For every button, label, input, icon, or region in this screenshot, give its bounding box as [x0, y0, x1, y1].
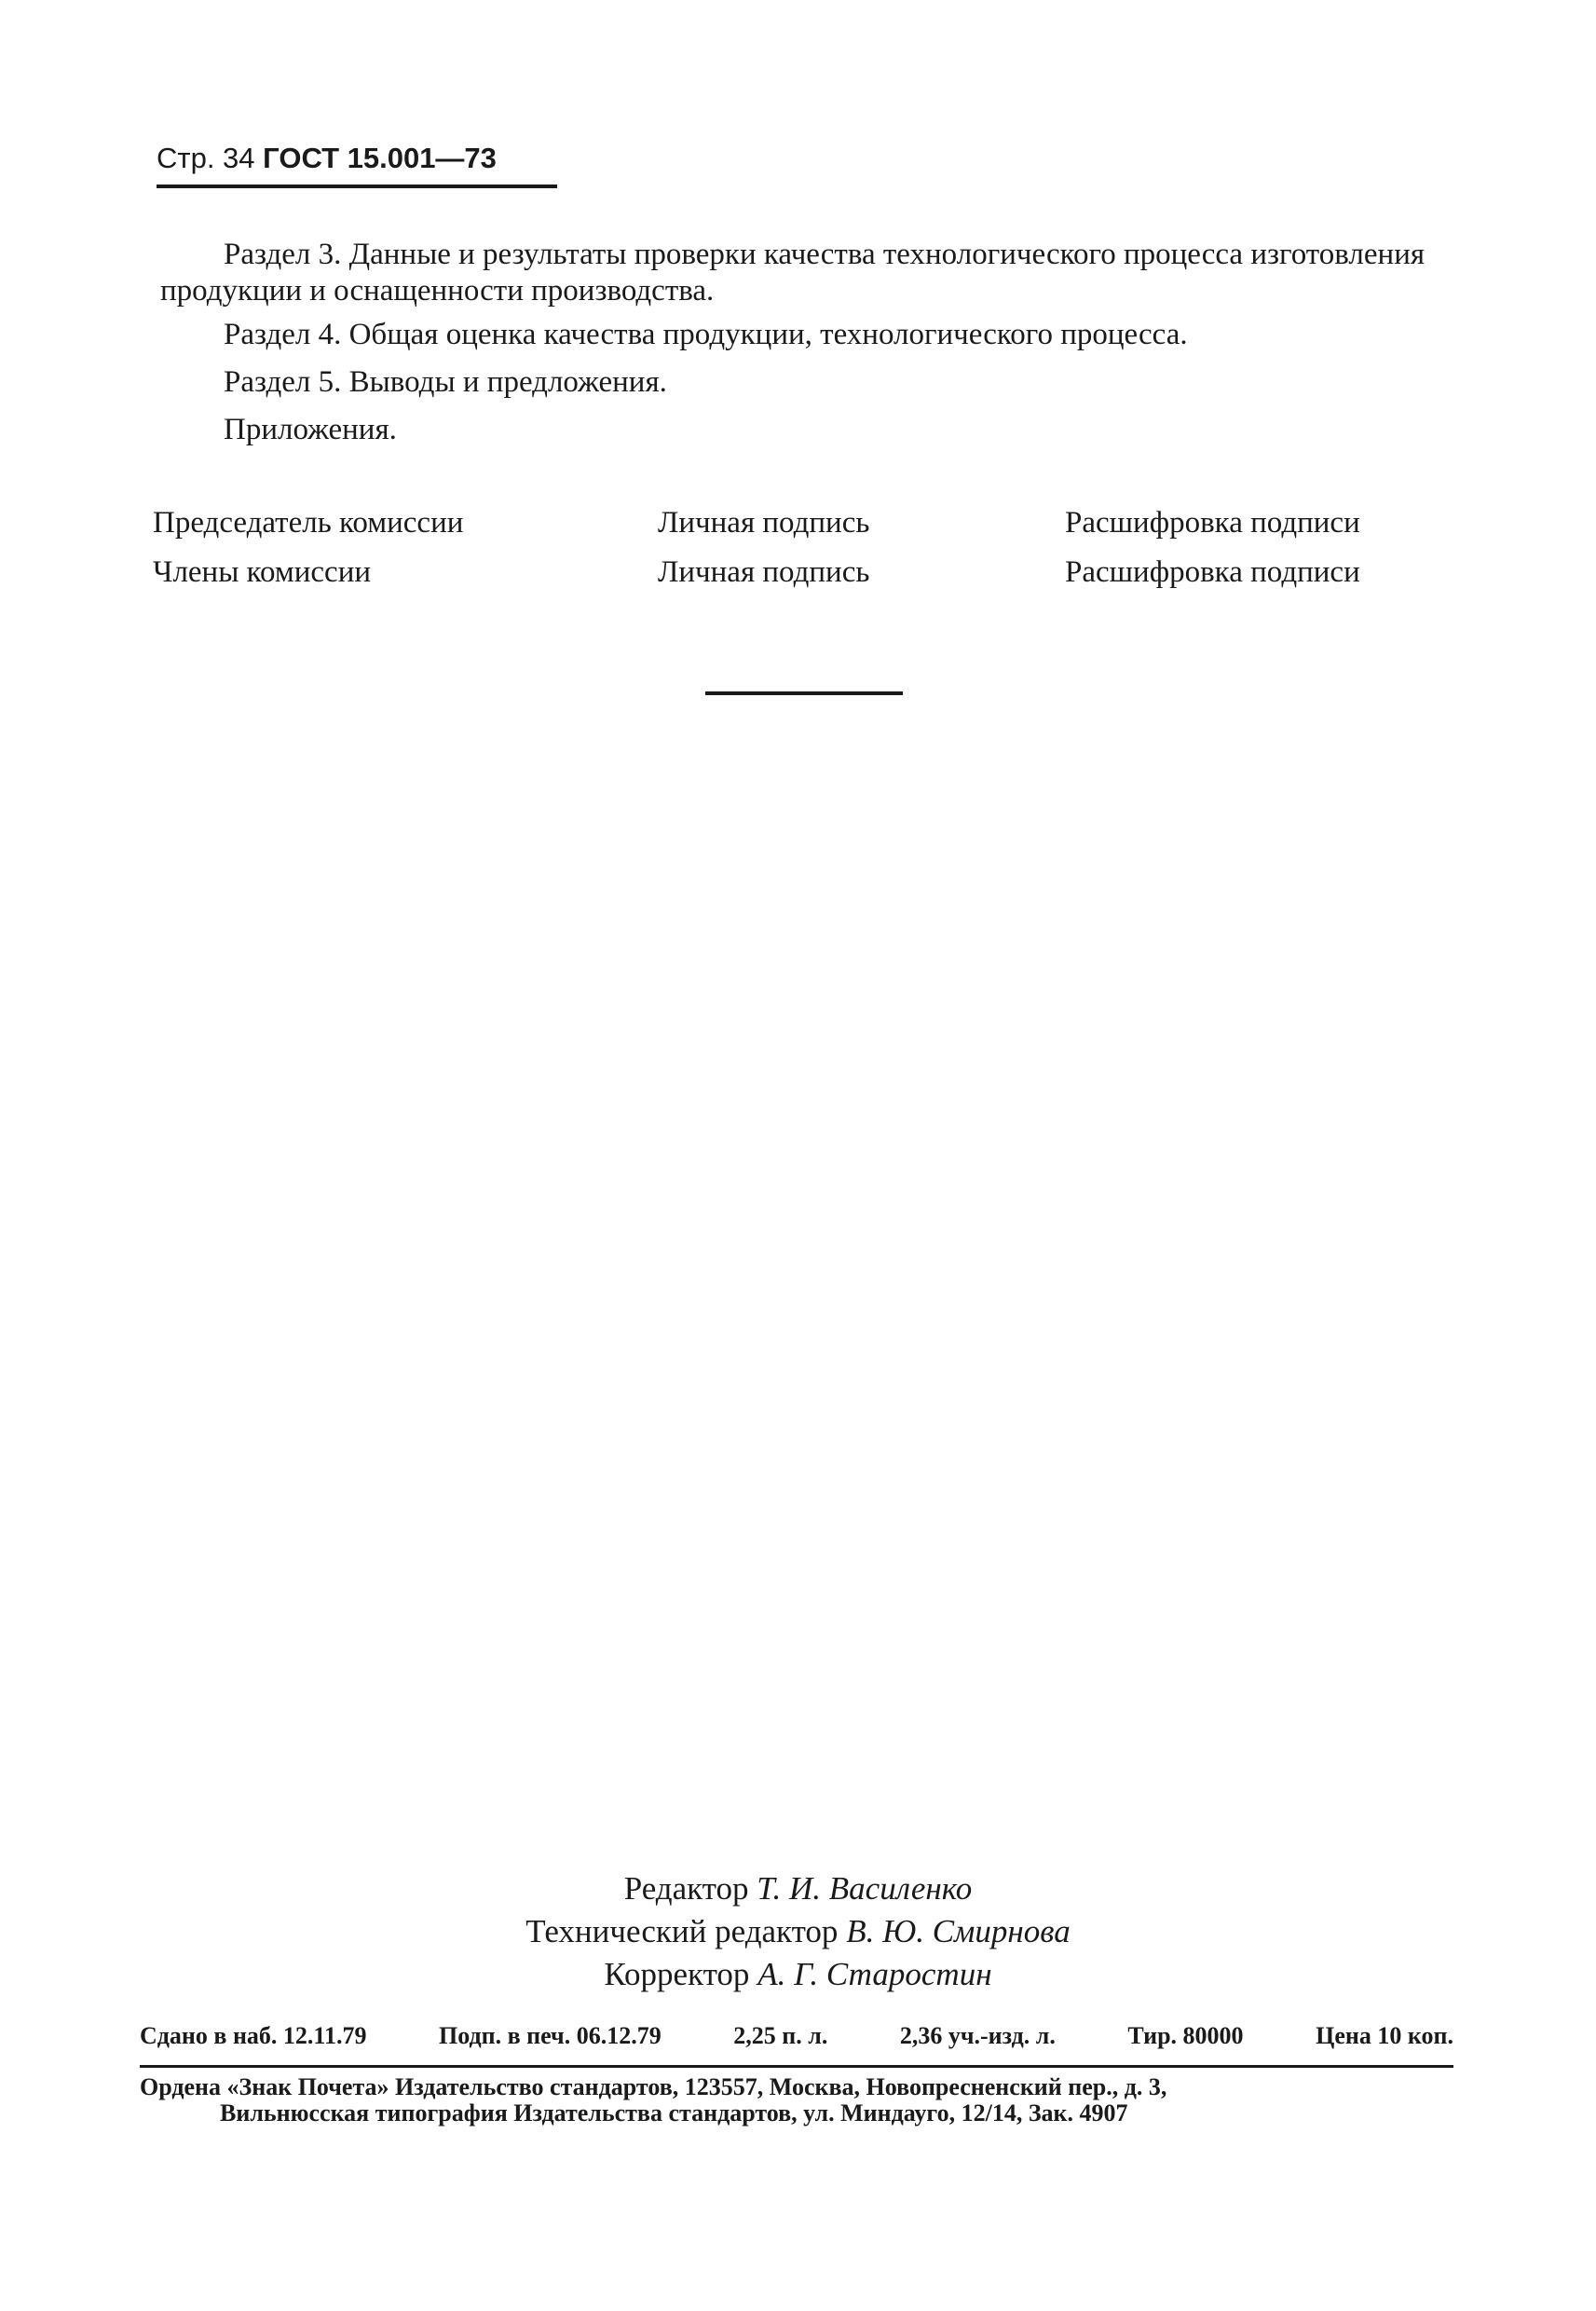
imprint-rule	[140, 2065, 1453, 2068]
imprint-line	[140, 2022, 1453, 2050]
credits-block	[0, 1867, 1596, 1996]
page-number: Стр. 34	[157, 142, 255, 174]
credit-corrector	[0, 1953, 1596, 1996]
imprint-signed: Подп. в печ. 06.12.79	[439, 2022, 662, 2049]
section-divider	[705, 691, 903, 695]
header-rule	[157, 185, 557, 188]
imprint-print-run: Тир. 80000	[1127, 2022, 1244, 2049]
page-header	[157, 140, 557, 177]
appendices-paragraph: Приложения.	[224, 413, 397, 446]
signature-row-members	[153, 548, 1476, 597]
credit-tech-editor-name: В. Ю. Смирнова	[846, 1913, 1071, 1949]
credit-tech-editor	[0, 1910, 1596, 1953]
signature-field: Личная подпись	[658, 506, 870, 540]
credit-editor	[0, 1867, 1596, 1910]
signature-block	[153, 499, 1476, 597]
signature-decoding: Расшифровка подписи	[1065, 555, 1360, 589]
imprint-print-sheets: 2,25 п. л.	[733, 2022, 828, 2049]
section-5-paragraph: Раздел 5. Выводы и предложения.	[224, 365, 667, 399]
imprint-price: Цена 10 коп.	[1316, 2022, 1453, 2049]
signature-decoding: Расшифровка подписи	[1065, 506, 1360, 540]
signature-row-chairman	[153, 499, 1476, 548]
credit-tech-editor-label: Технический редактор	[525, 1913, 839, 1949]
section-4-paragraph: Раздел 4. Общая оценка качества продукции, технологического процесса.	[224, 318, 1188, 351]
credit-corrector-label: Корректор	[604, 1956, 750, 1992]
signature-role: Председатель комиссии	[153, 506, 464, 540]
imprint-submitted: Сдано в наб. 12.11.79	[140, 2022, 367, 2049]
publisher-block	[140, 2074, 1453, 2126]
signature-role: Члены комиссии	[153, 555, 372, 589]
signature-field: Личная подпись	[658, 555, 870, 589]
credit-editor-name: Т. И. Василенко	[757, 1870, 973, 1907]
imprint-row	[140, 2022, 1453, 2050]
section-3-line-2: изготовления продукции и оснащенности производства.	[160, 238, 1425, 308]
publisher-line-1: Ордена «Знак Почета» Издательство стандартов, 123557, Москва, Новопресненский пер., д. 3,	[140, 2073, 1167, 2100]
publisher-line-2: Вильнюсская типография Издательства стандартов, ул. Миндауго, 12/14, Зак. 4907	[220, 2099, 1128, 2126]
standard-number: ГОСТ 15.001—73	[263, 142, 497, 174]
section-3-line-1: Раздел 3. Данные и результаты проверки качества технологического процесса	[224, 238, 1244, 271]
imprint-publisher-sheets: 2,36 уч.-изд. л.	[899, 2022, 1056, 2049]
document-body	[160, 237, 1483, 459]
section-3-paragraph	[160, 237, 1483, 309]
credit-corrector-name: А. Г. Старостин	[757, 1956, 992, 1992]
credit-editor-label: Редактор	[623, 1870, 749, 1907]
